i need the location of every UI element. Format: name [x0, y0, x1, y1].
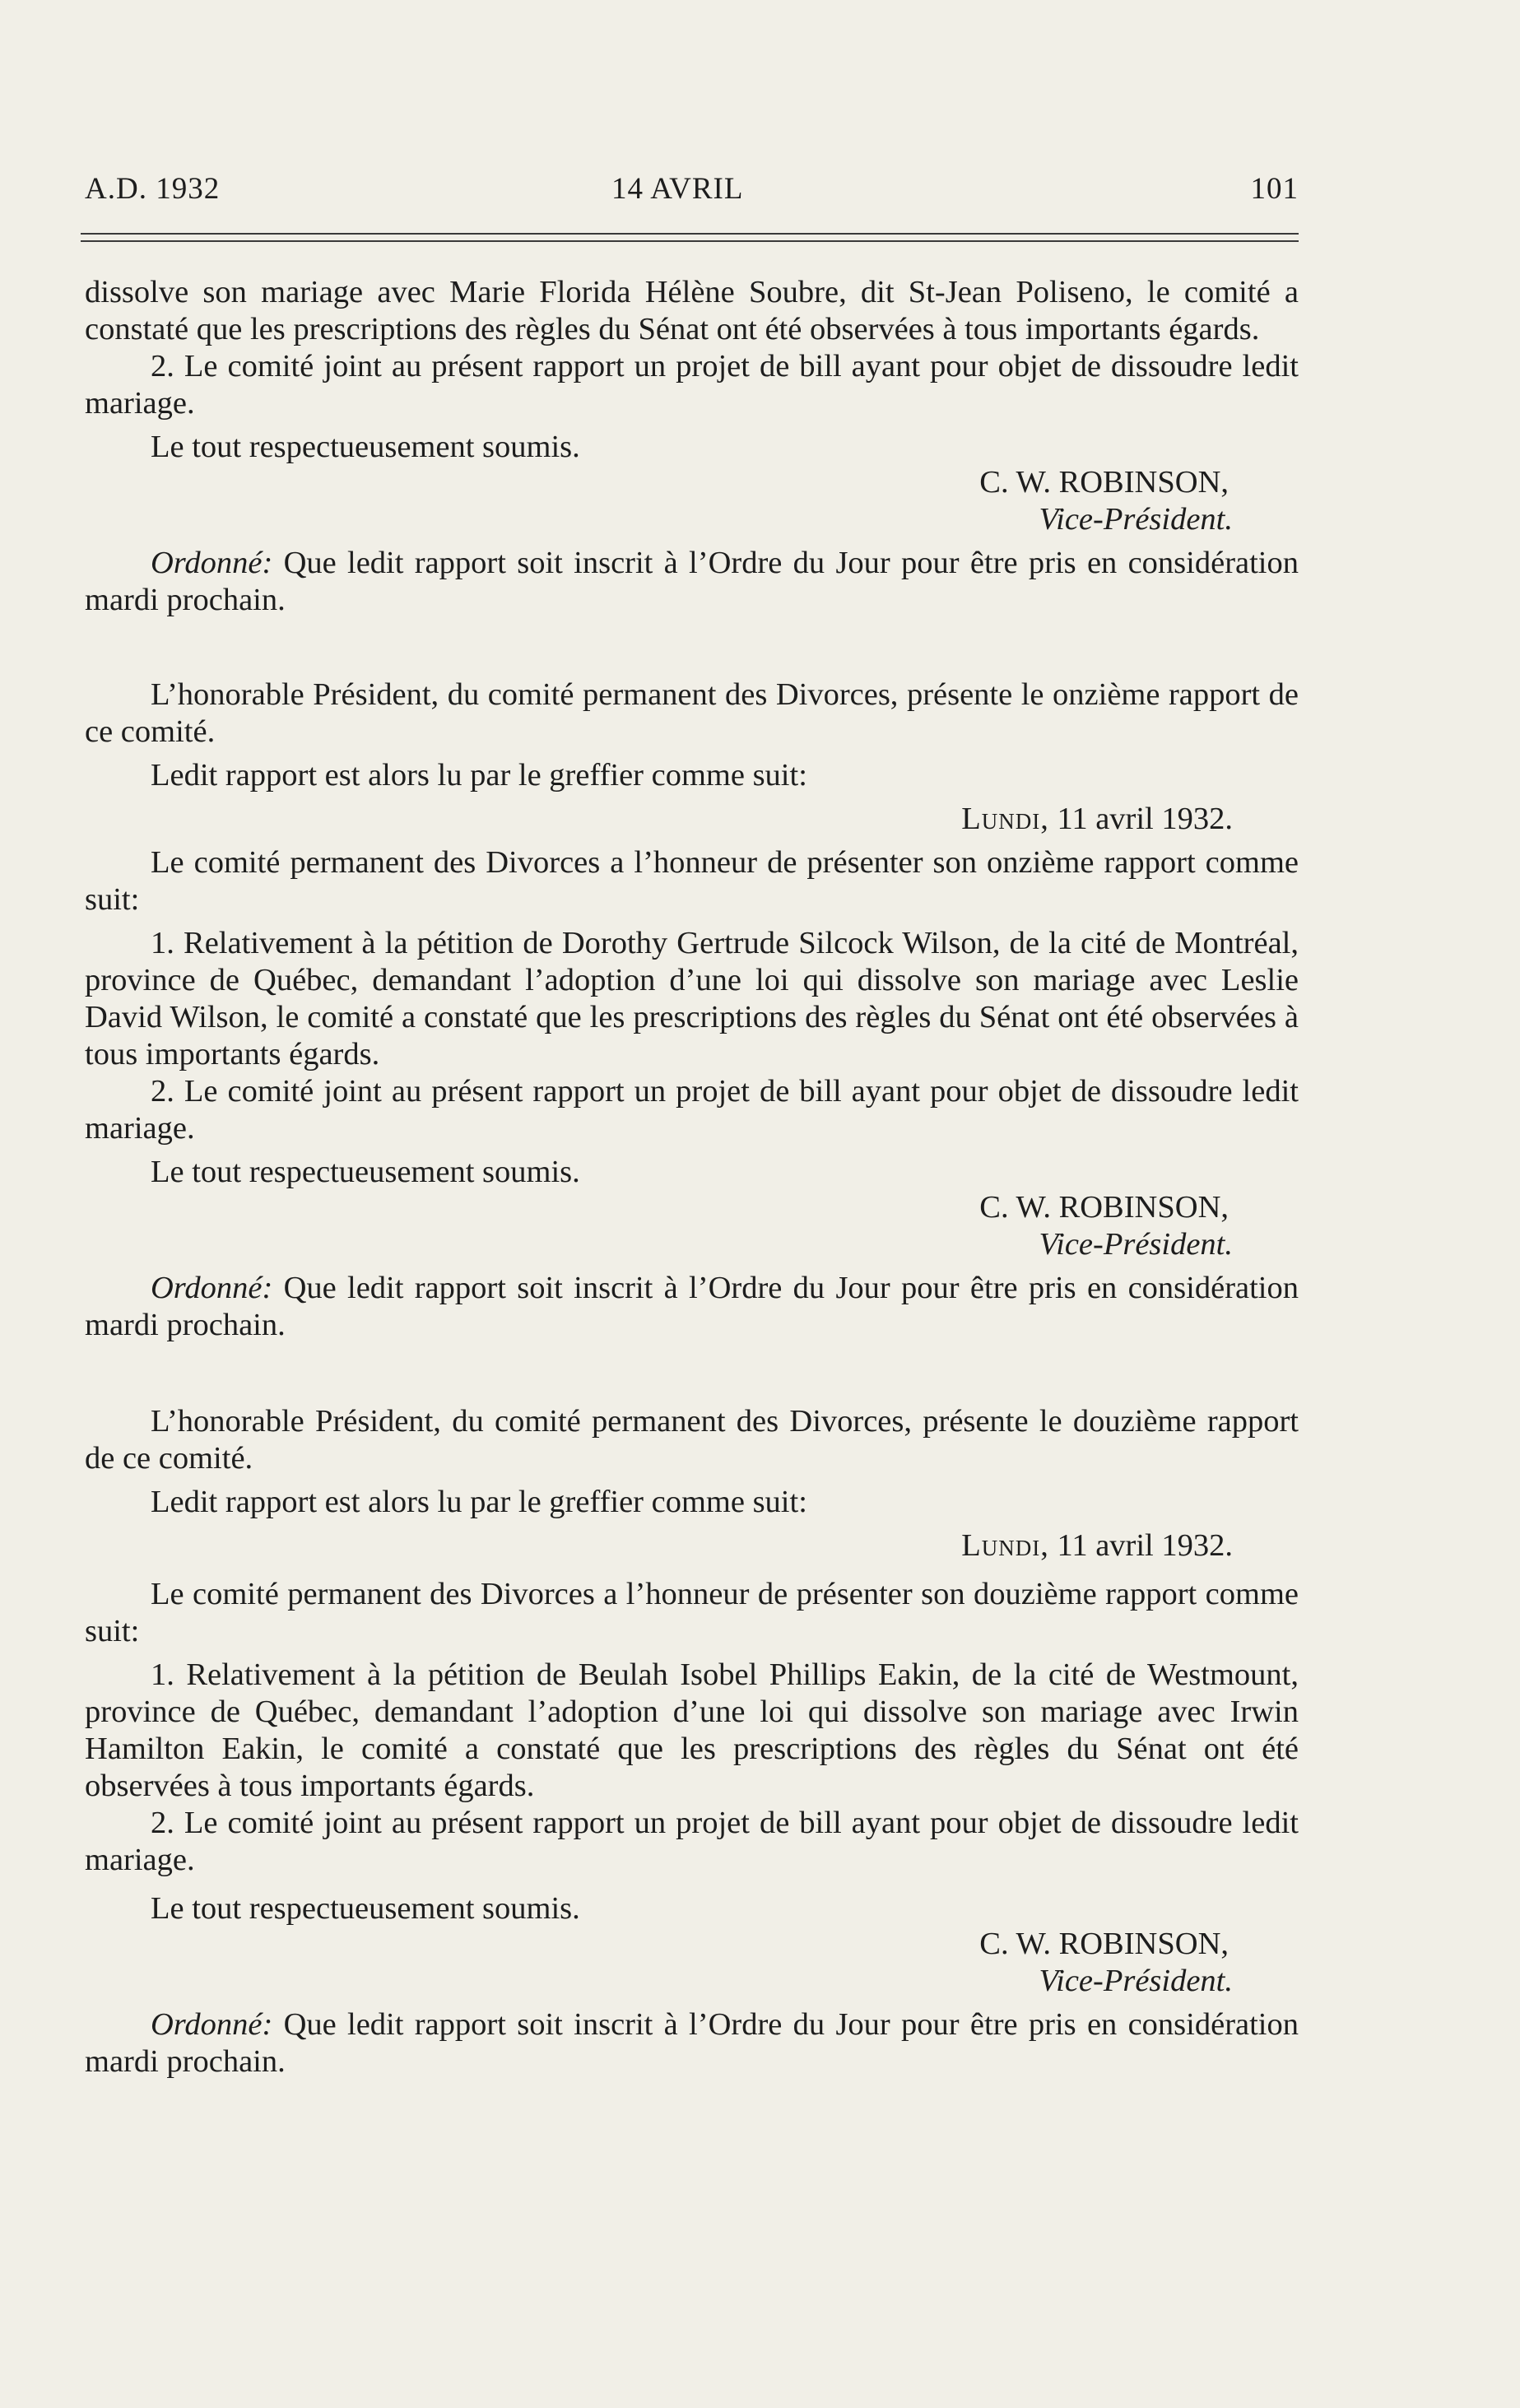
order-paragraph [85, 2006, 1299, 2080]
header-date: 14 AVRIL [611, 172, 744, 206]
paragraph: 2. Le comité joint au présent rapport un projet de bill ayant pour objet de dissoudre ledit mariage. [85, 1074, 1299, 1146]
signature-name: C. W. ROBINSON, [979, 1190, 1229, 1225]
header-rule-bottom [81, 240, 1299, 242]
report-intro: L’honorable Président, du comité permanent des Divorces, présente le douzième rapport de ce comité. [85, 1404, 1299, 1476]
paragraph: 2. Le comité joint au présent rapport un projet de bill ayant pour objet de dissoudre ledit mariage. [85, 1806, 1299, 1877]
running-head [85, 171, 1299, 212]
report-read: Ledit rapport est alors lu par le greffier comme suit: [151, 758, 807, 793]
report-opening: Le comité permanent des Divorces a l’honneur de présenter son douzième rapport comme suit: [85, 1577, 1299, 1648]
order-paragraph [85, 1270, 1299, 1344]
report-read: Ledit rapport est alors lu par le greffier comme suit: [151, 1485, 807, 1519]
header-year: A.D. 1932 [85, 172, 221, 206]
date-rest: 11 avril 1932. [1048, 802, 1233, 836]
closing-line: Le tout respectueusement soumis. [151, 1155, 580, 1189]
order-paragraph [85, 545, 1299, 619]
body-text [85, 274, 1299, 2080]
paragraph: 2. Le comité joint au présent rapport un projet de bill ayant pour objet de dissoudre ledit mariage. [85, 349, 1299, 421]
signature-name: C. W. ROBINSON, [979, 465, 1229, 500]
page-number: 101 [1250, 172, 1299, 206]
date-rest: 11 avril 1932. [1048, 1528, 1233, 1563]
closing-line: Le tout respectueusement soumis. [151, 1891, 580, 1926]
paragraph: 1. Relativement à la pétition de Dorothy Gertrude Silcock Wilson, de la cité de Montréal, province de Québec, demandant l’adoption d’une loi qui dissolve son mariage avec Leslie David Wilson, le comité a constaté que les prescriptions des règles du Sénat ont été observées à tous importants égards. [85, 926, 1299, 1072]
paragraph: dissolve son mariage avec Marie Florida Hélène Soubre, dit St-Jean Poliseno, le comité a constaté que les prescriptions des règles du Sénat ont été observées à tous importants égards. [85, 275, 1299, 346]
order-text: Que ledit rapport soit inscrit à l’Ordre du Jour pour être pris en considération mardi prochain. [85, 2007, 1299, 2079]
order-label: Ordonné: [151, 2007, 273, 2042]
eleventh-report [85, 676, 1299, 1344]
order-label: Ordonné: [151, 546, 273, 580]
order-label: Ordonné: [151, 1271, 273, 1305]
report-date [85, 1527, 1299, 1564]
report-opening: Le comité permanent des Divorces a l’honneur de présenter son onzième rapport comme suit: [85, 845, 1299, 917]
signature-title: Vice-Président. [1039, 1227, 1233, 1262]
date-day: Lundi, [961, 802, 1049, 836]
report-date [85, 801, 1299, 838]
signature-title: Vice-Président. [1039, 502, 1233, 537]
date-day: Lundi, [961, 1528, 1049, 1563]
signature-name: C. W. ROBINSON, [979, 1927, 1229, 1961]
report-intro: L’honorable Président, du comité permanent des Divorces, présente le onzième rapport de ce comité. [85, 677, 1299, 749]
signature-title: Vice-Président. [1039, 1964, 1233, 1998]
closing-line: Le tout respectueusement soumis. [151, 430, 580, 464]
order-text: Que ledit rapport soit inscrit à l’Ordre du Jour pour être pris en considération mardi prochain. [85, 546, 1299, 617]
header-rule-top [81, 233, 1299, 235]
report-continuation [85, 274, 1299, 619]
order-text: Que ledit rapport soit inscrit à l’Ordre du Jour pour être pris en considération mardi prochain. [85, 1271, 1299, 1342]
paragraph: 1. Relativement à la pétition de Beulah Isobel Phillips Eakin, de la cité de Westmount, province de Québec, demandant l’adoption d’une loi qui dissolve son mariage avec Irwin Hamilton Eakin, le comité a constaté que les prescriptions des règles du Sénat ont été observées à tous importants égards. [85, 1657, 1299, 1803]
twelfth-report [85, 1403, 1299, 2080]
